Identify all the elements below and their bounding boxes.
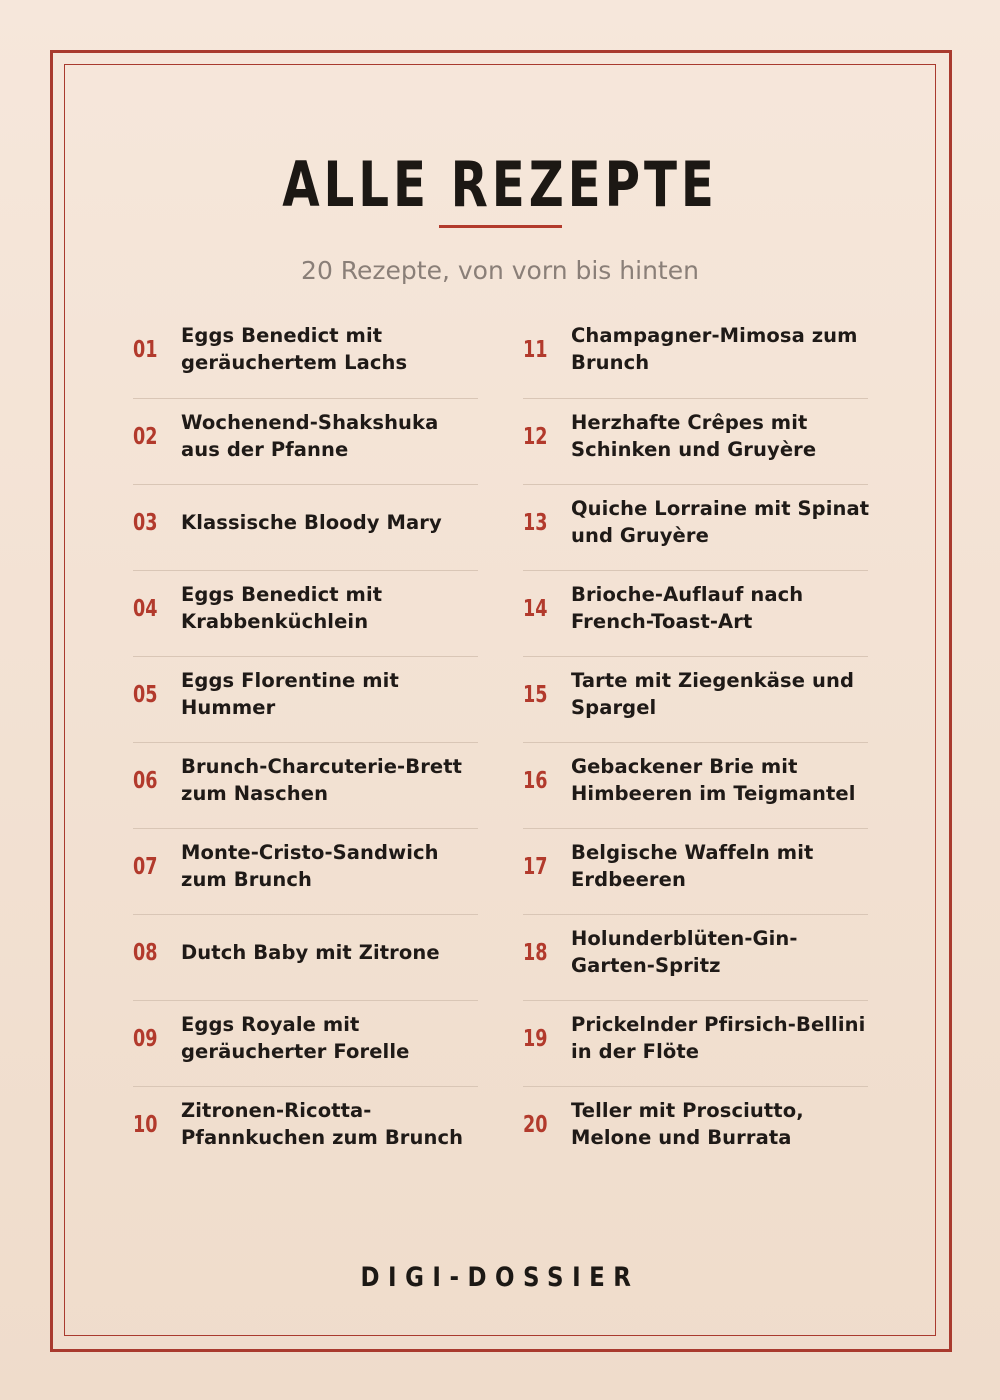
recipe-name: Zitronen-Ricotta-Pfannkuchen zum Brunch <box>181 1099 464 1149</box>
recipe-number: 12 <box>523 424 548 450</box>
recipe-name: Prickelnder Pfirsich-Bellini in der Flöte <box>571 1013 866 1063</box>
recipe-list-right <box>523 312 868 1172</box>
title-underline <box>439 225 562 228</box>
recipe-item <box>523 1086 868 1172</box>
recipe-name: Herzhafte Crêpes mit Schinken und Gruyère <box>571 411 817 461</box>
recipe-name: Klassische Bloody Mary <box>181 510 442 534</box>
brand-footer: DIGI-DOSSIER <box>360 1262 640 1293</box>
recipe-item <box>133 398 478 484</box>
recipe-number: 03 <box>133 510 158 536</box>
recipe-list-left <box>133 312 478 1172</box>
recipe-item <box>523 828 868 914</box>
recipe-name: Tarte mit Ziegenkäse und Spargel <box>571 669 854 719</box>
recipe-name: Gebackener Brie mit Himbeeren im Teigmantel <box>571 755 856 805</box>
recipe-number: 16 <box>523 768 548 794</box>
recipe-name: Quiche Lorraine mit Spinat und Gruyère <box>571 497 870 547</box>
recipe-name: Teller mit Prosciutto, Melone und Burrata <box>571 1099 804 1149</box>
recipe-name: Belgische Waffeln mit Erdbeeren <box>571 841 814 891</box>
recipe-name: Champagner-Mimosa zum Brunch <box>571 324 858 374</box>
recipe-number: 05 <box>133 682 158 708</box>
page-subtitle: 20 Rezepte, von vorn bis hinten <box>301 256 699 285</box>
recipe-item <box>133 1000 478 1086</box>
recipe-number: 13 <box>523 510 548 536</box>
recipe-item <box>523 484 868 570</box>
recipe-item <box>133 656 478 742</box>
recipe-number: 19 <box>523 1026 548 1052</box>
recipe-name: Monte-Cristo-Sandwich zum Brunch <box>181 841 439 891</box>
recipe-name: Eggs Benedict mit Krabbenküchlein <box>181 583 383 633</box>
recipe-number: 02 <box>133 424 158 450</box>
recipe-number: 15 <box>523 682 548 708</box>
recipe-number: 18 <box>523 940 548 966</box>
recipe-number: 17 <box>523 854 548 880</box>
recipe-name: Brioche-Auflauf nach French-Toast-Art <box>571 583 804 633</box>
recipe-item <box>523 1000 868 1086</box>
recipe-number: 14 <box>523 596 548 622</box>
recipe-item <box>133 1086 478 1172</box>
recipe-name: Eggs Benedict mit geräuchertem Lachs <box>181 324 408 374</box>
recipe-number: 09 <box>133 1026 158 1052</box>
recipe-item <box>523 312 868 398</box>
recipe-name: Holunderblüten-Gin-Garten-Spritz <box>571 927 798 977</box>
recipe-number: 01 <box>133 337 158 363</box>
recipe-item <box>523 742 868 828</box>
recipe-name: Eggs Florentine mit Hummer <box>181 669 399 719</box>
recipe-number: 10 <box>133 1112 158 1138</box>
recipe-item <box>523 914 868 1000</box>
recipe-item <box>523 570 868 656</box>
recipe-number: 07 <box>133 854 158 880</box>
recipe-number: 04 <box>133 596 158 622</box>
recipe-item <box>133 742 478 828</box>
recipe-number: 20 <box>523 1112 548 1138</box>
recipe-name: Wochenend-Shakshuka aus der Pfanne <box>181 411 439 461</box>
recipe-item <box>523 398 868 484</box>
recipe-number: 11 <box>523 337 548 363</box>
recipe-name: Dutch Baby mit Zitrone <box>181 940 440 964</box>
recipe-item <box>133 914 478 1000</box>
page-title: ALLE REZEPTE <box>282 148 718 221</box>
recipe-item <box>133 312 478 398</box>
recipe-item <box>133 484 478 570</box>
recipe-name: Brunch-Charcuterie-Brett zum Naschen <box>181 755 463 805</box>
recipe-item <box>133 570 478 656</box>
recipe-item <box>133 828 478 914</box>
recipe-item <box>523 656 868 742</box>
recipe-name: Eggs Royale mit geräucherter Forelle <box>181 1013 410 1063</box>
recipe-number: 08 <box>133 940 158 966</box>
recipe-number: 06 <box>133 768 158 794</box>
